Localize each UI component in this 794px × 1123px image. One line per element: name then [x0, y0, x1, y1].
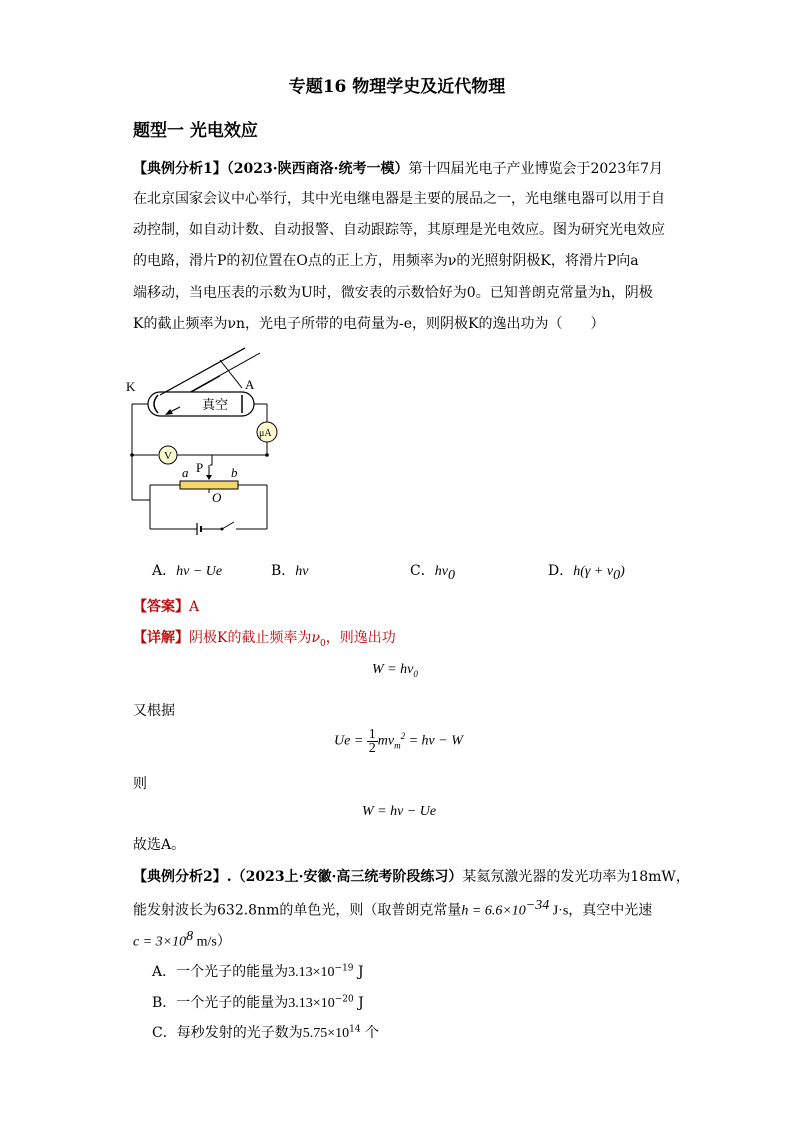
- example2-source: .（2023上·安徽·高三统考阶段练习）: [226, 869, 463, 885]
- fraction-numerator: 1: [368, 727, 376, 742]
- example1-line-4: 的电路，滑片P的初位置在O点的正上方，用频率为ν的光照射阴极K，将滑片P向a: [133, 253, 639, 269]
- example1-text-1: 第十四届光电子产业博览会于2023年7月: [408, 161, 664, 177]
- option-C-sub: 0: [447, 567, 455, 583]
- option-C-letter: C．: [410, 563, 435, 579]
- option-exponent: −19: [334, 963, 354, 974]
- equation-3: W = hν − Ue: [362, 804, 437, 819]
- detail-tag: 【详解】: [133, 630, 189, 646]
- answer-tag: 【答案】: [133, 599, 189, 615]
- equation-2-mv: mv: [377, 733, 395, 749]
- option-A-letter: A．: [152, 563, 177, 579]
- example2-option-A: [152, 961, 364, 981]
- equation-2-sup: 2: [400, 731, 406, 742]
- example2-text-3: ，真空中光速: [568, 902, 653, 919]
- label-a: a: [182, 465, 189, 480]
- conclusion: 故选A。: [133, 837, 186, 853]
- detail-text: 阴极K的截止频率为: [189, 630, 312, 646]
- equation-2-fraction: [367, 728, 378, 755]
- switch: [222, 522, 234, 529]
- option-D-sub: 0: [613, 567, 621, 583]
- option-C: [410, 560, 455, 584]
- option-unit: 个: [360, 1025, 380, 1041]
- option-B: [271, 560, 309, 580]
- example1-line-3: 动控制，如自动计数、自动报警、自动跟踪等，其原理是光电效应。图为研究光电效应: [133, 222, 665, 238]
- page-title: 专题16 物理学史及近代物理: [288, 77, 506, 97]
- example1-line-2: 在北京国家会议中心举行，其中光电继电器是主要的展品之一，光电继电器可以用于自: [133, 191, 665, 207]
- planck-value: h = 6.6×10: [461, 903, 526, 919]
- rheostat: [180, 481, 238, 489]
- option-D-close: ): [620, 564, 625, 579]
- vacuum-tube: [148, 392, 254, 416]
- option-A: [152, 560, 222, 580]
- option-value: 3.13×10: [288, 996, 335, 1011]
- answer-value: A: [189, 599, 200, 615]
- answer-line: [133, 596, 199, 616]
- example2-text-2: 能发射波长为632.8nm的单色光，则（取普朗克常量: [133, 902, 462, 919]
- then-label: 则: [133, 776, 147, 792]
- example2-option-B: [152, 992, 364, 1012]
- option-unit: J: [353, 964, 364, 980]
- label-b: b: [231, 465, 238, 480]
- equation-2-left: Ue =: [334, 733, 364, 749]
- option-A-expr: hν − Ue: [176, 564, 223, 579]
- label-vacuum: 真空: [202, 398, 229, 413]
- example1-tag: 【典例分析1】: [133, 161, 227, 177]
- equation-2-right: = hν − W: [405, 733, 463, 749]
- option-D-letter: D．: [548, 563, 574, 579]
- switch-contact: [221, 528, 224, 531]
- detail-nu-sub: 0: [319, 638, 326, 649]
- option-text: A．一个光子的能量为: [152, 964, 289, 980]
- example2-text-1: 某氦氖激光器的发光功率为18mW，: [462, 869, 690, 885]
- section-title: 题型一 光电效应: [133, 121, 258, 141]
- label-A: A: [245, 377, 255, 392]
- light-beam-edge: [160, 348, 245, 395]
- equation-1-sub: 0: [413, 668, 418, 679]
- detail-line: [133, 627, 396, 649]
- option-B-expr: hν: [295, 564, 309, 579]
- label-V: V: [164, 450, 172, 462]
- example2-tag: 【典例分析2】: [133, 869, 227, 885]
- equation-2-sub: m: [394, 740, 401, 751]
- fraction-denominator: 2: [368, 741, 376, 756]
- label-K: K: [126, 379, 136, 394]
- example1-source: （2023·陕西商洛·统考一模）: [226, 161, 409, 177]
- option-unit: J: [353, 995, 364, 1011]
- label-uA: μA: [259, 428, 272, 439]
- detail-text2: ，则逸出功: [325, 630, 396, 646]
- option-text: B．一个光子的能量为: [152, 995, 289, 1011]
- option-value: 5.75×10: [302, 1026, 350, 1041]
- photoelectric-circuit-diagram: [120, 345, 280, 535]
- light-speed-exponent: 8: [186, 929, 194, 944]
- option-C-expr: hν: [434, 564, 448, 579]
- label-O: O: [212, 490, 222, 505]
- detail-nu: ν: [311, 630, 320, 646]
- light-speed-unit: m/s: [193, 934, 217, 950]
- option-D-expr: h(γ + ν: [573, 564, 614, 579]
- planck-exponent: −34: [525, 898, 550, 913]
- option-exponent: −20: [334, 994, 354, 1005]
- junction-dot: [265, 453, 269, 457]
- label-P: P: [196, 460, 204, 475]
- equation-2: [334, 728, 463, 755]
- also-label: 又根据: [133, 703, 175, 719]
- example2-line-2: [133, 898, 652, 920]
- example1-line-1: [133, 158, 663, 178]
- example2-close-paren: ）: [216, 933, 231, 950]
- option-text: C．每秒发射的光子数为: [152, 1025, 303, 1041]
- example2-option-C: [152, 1022, 379, 1042]
- option-B-letter: B．: [271, 563, 296, 579]
- example1-line-5: 端移动，当电压表的示数为U时，微安表的示数恰好为0。已知普朗克常量为h，阴极: [133, 285, 653, 301]
- option-exponent: 14: [349, 1024, 361, 1035]
- equation-1-body: W = hν: [372, 662, 414, 677]
- example2-line-1: [133, 866, 690, 886]
- option-D: [548, 560, 625, 584]
- slider-arrow: [206, 475, 212, 480]
- example1-line-6: K的截止频率为νn，光电子所带的电荷量为-e，则阴极K的逸出功为（ ）: [133, 316, 605, 332]
- planck-unit: J·s: [549, 903, 569, 919]
- light-speed-value: c = 3×10: [133, 934, 187, 950]
- equation-1: [372, 662, 418, 679]
- example2-line-3: [133, 929, 231, 951]
- junction-dot: [130, 453, 134, 457]
- option-value: 3.13×10: [288, 965, 335, 980]
